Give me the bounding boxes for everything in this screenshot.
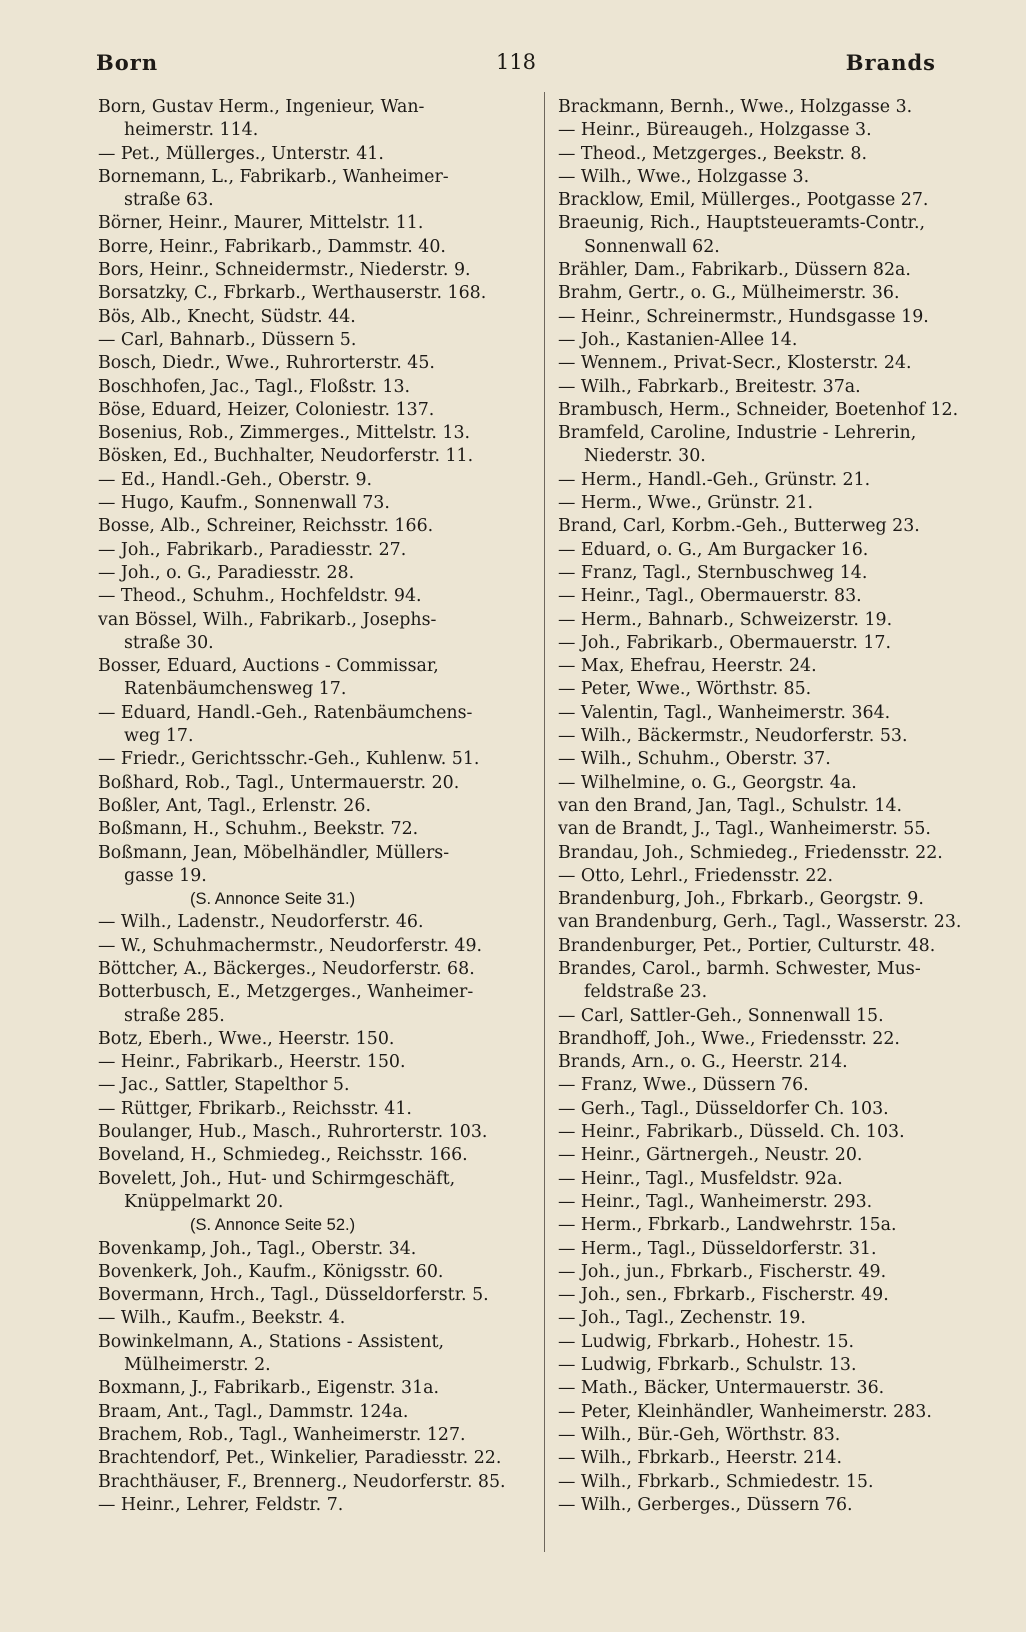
directory-entry: — Joh., Fabrikarb., Paradiesstr. 27. [98,539,407,560]
directory-entry: — Heinr., Büreaugeh., Holzgasse 3. [558,120,872,141]
directory-entry: Bosser, Eduard, Auctions - Commissar, [98,656,439,677]
directory-entry: Bös, Alb., Knecht, Südstr. 44. [98,306,356,327]
entry-continuation: straße 285. [124,1005,225,1026]
directory-entry: — Heinr., Fabrikarb., Heerstr. 150. [98,1052,406,1073]
directory-entry: — Joh., jun., Fbrkarb., Fischerstr. 49. [558,1261,887,1282]
header-left-keyword: Born [96,50,159,75]
directory-entry: — Herm., Handl.-Geh., Grünstr. 21. [558,469,871,490]
directory-entry: Bowinkelmann, A., Stations - Assistent, [98,1331,444,1352]
directory-entry: — Herm., Wwe., Grünstr. 21. [558,493,814,514]
directory-entry: — Eduard, o. G., Am Burgacker 16. [558,539,869,560]
directory-entry: Born, Gustav Herm., Ingenieur, Wan- [98,97,425,117]
directory-entry: Brachtendorf, Pet., Winkelier, Paradiesstr. 22. [98,1448,502,1469]
page-header [96,48,936,82]
directory-entry: Brand, Carl, Korbm.-Geh., Butterweg 23. [558,516,920,537]
entry-continuation: Ratenbäumchensweg 17. [124,679,347,700]
directory-entry: van Bössel, Wilh., Fabrikarb., Josephs- [98,609,437,630]
directory-entry: Boßmann, H., Schuhm., Beekstr. 72. [98,819,419,840]
directory-entry: — Peter, Wwe., Wörthstr. 85. [558,679,812,700]
page-number: 118 [495,50,537,74]
directory-entry: — Heinr., Schreinermstr., Hundsgasse 19. [558,306,929,327]
directory-entry: — Ludwig, Fbrkarb., Schulstr. 13. [558,1355,857,1376]
directory-entry: — Heinr., Lehrer, Feldstr. 7. [98,1494,344,1515]
column-divider [544,92,545,1552]
directory-entry: — Wilh., Ladenstr., Neudorferstr. 46. [98,912,424,933]
directory-entry: Brandenburg, Joh., Fbrkarb., Georgstr. 9. [558,889,924,910]
directory-entry: Boschhofen, Jac., Tagl., Floßstr. 13. [98,376,411,397]
directory-entry: — Wilh., Fbrkarb., Heerstr. 214. [558,1448,842,1469]
directory-entry: Borsatzky, C., Fbrkarb., Werthauserstr. 168. [98,283,487,304]
directory-entry: Boßmann, Jean, Möbelhändler, Müllers- [98,842,450,863]
directory-entry: — Joh., o. G., Paradiesstr. 28. [98,562,355,583]
entry-continuation: Sonnenwall 62. [584,236,720,257]
directory-entry: — Joh., Kastanien-Allee 14. [558,329,798,350]
directory-entry: van de Brandt, J., Tagl., Wanheimerstr. 55. [558,819,931,840]
directory-entry: Brandau, Joh., Schmiedeg., Friedensstr. 22. [558,842,943,863]
directory-entry: Bosch, Diedr., Wwe., Ruhrorterstr. 45. [98,353,435,374]
directory-entry: Bracklow, Emil, Müllerges., Pootgasse 27. [558,190,929,211]
directory-entry: Braam, Ant., Tagl., Dammstr. 124a. [98,1401,409,1422]
directory-entry: — Otto, Lehrl., Friedensstr. 22. [558,865,833,886]
directory-entry: Brachem, Rob., Tagl., Wanheimerstr. 127. [98,1424,466,1445]
directory-entry: — Friedr., Gerichtsschr.-Geh., Kuhlenw. 51. [98,749,480,770]
directory-entry: Brahm, Gertr., o. G., Mülheimerstr. 36. [558,283,900,304]
directory-entry: — Heinr., Tagl., Wanheimerstr. 293. [558,1191,873,1212]
directory-entry: van den Brand, Jan, Tagl., Schulstr. 14. [558,795,903,816]
directory-entry: Boveland, H., Schmiedeg., Reichsstr. 166. [98,1145,468,1166]
entry-continuation: weg 17. [124,726,194,747]
directory-entry: — Hugo, Kaufm., Sonnenwall 73. [98,493,390,514]
directory-entry: — Wilh., Bür.-Geh, Wörthstr. 83. [558,1424,841,1445]
directory-entry: — Wilh., Wwe., Holzgasse 3. [558,166,810,187]
directory-entry: — Joh., Fabrikarb., Obermauerstr. 17. [558,632,892,653]
directory-entry: — Wilh., Bäckermstr., Neudorferstr. 53. [558,726,908,747]
directory-entry: — Heinr., Tagl., Musfeldstr. 92a. [558,1168,843,1189]
entry-continuation: heimerstr. 114. [124,120,259,141]
directory-entry: — Max, Ehefrau, Heerstr. 24. [558,656,817,677]
entry-continuation: Knüppelmarkt 20. [124,1191,284,1212]
directory-entry: Brands, Arn., o. G., Heerstr. 214. [558,1052,848,1073]
directory-entry: — Eduard, Handl.-Geh., Ratenbäumchens- [98,702,473,723]
header-right-keyword: Brands [845,50,936,75]
entry-continuation: feldstraße 23. [584,982,708,1003]
directory-entry: Bovermann, Hrch., Tagl., Düsseldorferstr. 5. [98,1285,489,1306]
right-column [558,96,978,1517]
directory-entry: Bosse, Alb., Schreiner, Reichsstr. 166. [98,516,434,537]
directory-entry: — Math., Bäcker, Untermauerstr. 36. [558,1378,885,1399]
directory-entry: — Carl, Sattler-Geh., Sonnenwall 15. [558,1005,884,1026]
annonce-reference: (S. Annonce Seite 52.) [190,1216,356,1235]
directory-entry: — Franz, Tagl., Sternbuschweg 14. [558,562,868,583]
directory-entry: — Rüttger, Fbrikarb., Reichsstr. 41. [98,1098,412,1119]
directory-entry: — Wilh., Fbrkarb., Schmiedestr. 15. [558,1471,874,1492]
directory-entry: — Pet., Müllerges., Unterstr. 41. [98,143,384,164]
directory-entry: — Wilh., Schuhm., Oberstr. 37. [558,749,831,770]
directory-entry: — Heinr., Fabrikarb., Düsseld. Ch. 103. [558,1122,905,1143]
directory-entry: Brachthäuser, F., Brennerg., Neudorferstr. 85. [98,1471,506,1492]
directory-entry: Bosenius, Rob., Zimmerges., Mittelstr. 13. [98,423,471,444]
directory-entry: Braeunig, Rich., Hauptsteueramts-Contr., [558,213,926,234]
directory-entry: Bösken, Ed., Buchhalter, Neudorferstr. 11. [98,446,474,467]
directory-entry: Brambusch, Herm., Schneider, Boetenhof 12. [558,399,959,420]
directory-entry: — Wilhelmine, o. G., Georgstr. 4a. [558,772,857,793]
directory-entry: van Brandenburg, Gerh., Tagl., Wasserstr. 23. [558,912,962,933]
directory-entry: Brandhoff, Joh., Wwe., Friedensstr. 22. [558,1028,900,1049]
entry-continuation: straße 30. [124,632,214,653]
directory-entry: Bovenkerk, Joh., Kaufm., Königsstr. 60. [98,1261,444,1282]
directory-entry: — Herm., Fbrkarb., Landwehrstr. 15a. [558,1215,897,1236]
directory-entry: — Joh., Tagl., Zechenstr. 19. [558,1308,806,1329]
directory-entry: Borre, Heinr., Fabrikarb., Dammstr. 40. [98,236,446,257]
directory-entry: Börner, Heinr., Maurer, Mittelstr. 11. [98,213,424,234]
directory-entry: — Theod., Schuhm., Hochfeldstr. 94. [98,586,422,607]
directory-entry: Böse, Eduard, Heizer, Coloniestr. 137. [98,399,435,420]
directory-entry: — Wilh., Kaufm., Beekstr. 4. [98,1308,346,1329]
directory-entry: — Wennem., Privat-Secr., Klosterstr. 24. [558,353,912,374]
directory-entry: Boßhard, Rob., Tagl., Untermauerstr. 20. [98,772,460,793]
directory-entry: — Wilh., Fabrkarb., Breitestr. 37a. [558,376,861,397]
directory-entry: — Theod., Metzgerges., Beekstr. 8. [558,143,867,164]
directory-entry: Boulanger, Hub., Masch., Ruhrorterstr. 103. [98,1122,488,1143]
directory-entry: Brackmann, Bernh., Wwe., Holzgasse 3. [558,97,913,117]
directory-entry: — Peter, Kleinhändler, Wanheimerstr. 283. [558,1401,932,1422]
directory-entry: — Valentin, Tagl., Wanheimerstr. 364. [558,702,891,723]
directory-entry: Brandenburger, Pet., Portier, Culturstr. 48. [558,935,936,956]
directory-entry: — Franz, Wwe., Düssern 76. [558,1075,809,1096]
directory-entry: — Jac., Sattler, Stapelthor 5. [98,1075,350,1096]
directory-entry: Boßler, Ant, Tagl., Erlenstr. 26. [98,795,371,816]
directory-entry: — Herm., Bahnarb., Schweizerstr. 19. [558,609,893,630]
directory-entry: Bramfeld, Caroline, Industrie - Lehrerin, [558,423,917,444]
directory-entry: — Joh., sen., Fbrkarb., Fischerstr. 49. [558,1285,889,1306]
entry-continuation: gasse 19. [124,865,207,886]
left-column [98,96,516,1517]
directory-entry: — Ludwig, Fbrkarb., Hohestr. 15. [558,1331,855,1352]
entry-continuation: Mülheimerstr. 2. [124,1355,271,1376]
directory-entry: — Gerh., Tagl., Düsseldorfer Ch. 103. [558,1098,889,1119]
directory-entry: — Wilh., Gerberges., Düssern 76. [558,1494,853,1515]
directory-entry: — Herm., Tagl., Düsseldorferstr. 31. [558,1238,877,1259]
directory-entry: Bovelett, Joh., Hut- und Schirmgeschäft, [98,1168,456,1189]
directory-entry: Bovenkamp, Joh., Tagl., Oberstr. 34. [98,1238,417,1259]
entry-continuation: Niederstr. 30. [584,446,706,467]
directory-entry: Botz, Eberh., Wwe., Heerstr. 150. [98,1028,395,1049]
directory-entry: — W., Schuhmachermstr., Neudorferstr. 49. [98,935,483,956]
directory-entry: Boxmann, J., Fabrikarb., Eigenstr. 31a. [98,1378,440,1399]
entry-continuation: straße 63. [124,190,214,211]
annonce-reference: (S. Annonce Seite 31.) [190,890,356,909]
directory-entry: Bornemann, L., Fabrikarb., Wanheimer- [98,166,449,187]
directory-entry: Böttcher, A., Bäckerges., Neudorferstr. 68. [98,958,475,979]
directory-entry: Brähler, Dam., Fabrikarb., Düssern 82a. [558,260,911,281]
directory-entry: — Ed., Handl.-Geh., Oberstr. 9. [98,469,373,490]
directory-entry: Bors, Heinr., Schneidermstr., Niederstr. 9. [98,260,471,281]
directory-entry: Brandes, Carol., barmh. Schwester, Mus- [558,958,921,979]
directory-entry: — Heinr., Gärtnergeh., Neustr. 20. [558,1145,863,1166]
directory-entry: — Heinr., Tagl., Obermauerstr. 83. [558,586,862,607]
directory-entry: — Carl, Bahnarb., Düssern 5. [98,329,357,350]
directory-entry: Botterbusch, E., Metzgerges., Wanheimer- [98,982,474,1003]
